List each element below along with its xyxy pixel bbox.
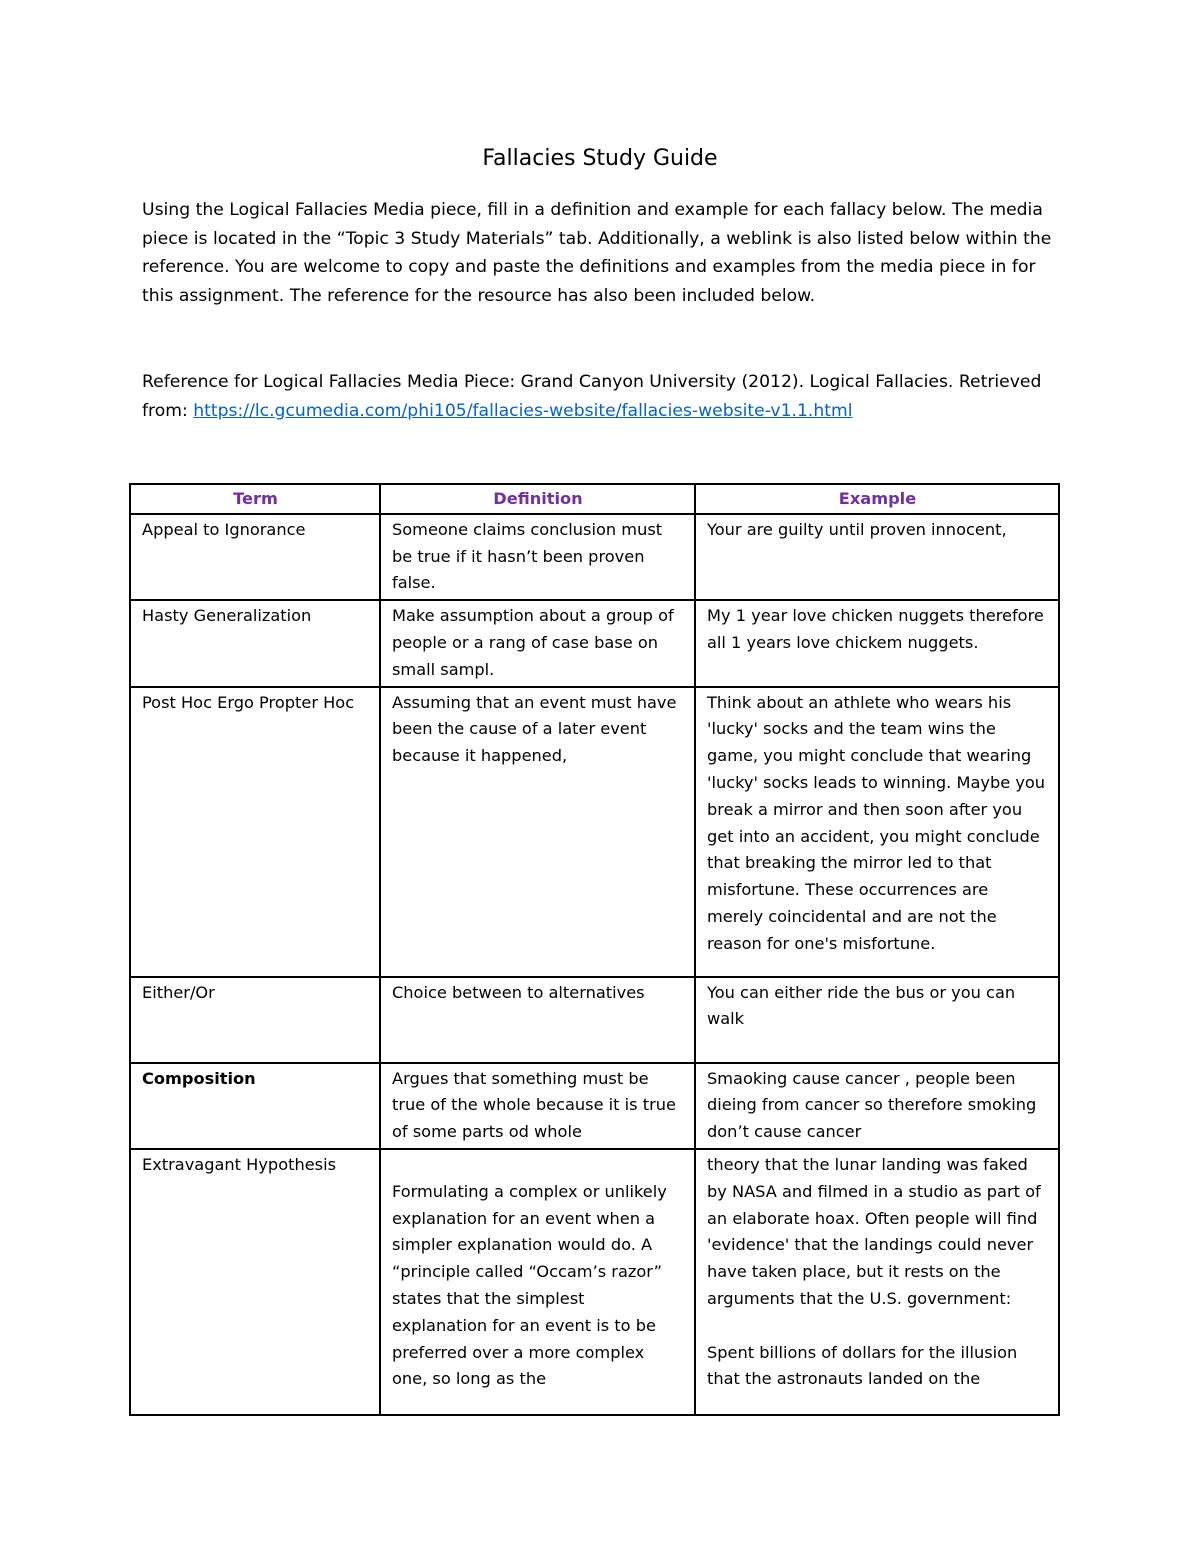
table-row [130, 1063, 1059, 1149]
header-term: Term [130, 484, 380, 514]
example-cell [695, 1149, 1059, 1415]
example-cell: Your are guilty until proven innocent, [695, 514, 1059, 600]
reference-paragraph [142, 368, 1058, 425]
example-cell: My 1 year love chicken nuggets therefore all 1 years love chickem nuggets. [695, 600, 1059, 686]
table-row [130, 977, 1059, 1063]
example-cell: Think about an athlete who wears his 'lucky' socks and the team wins the game, you might conclude that wearing 'lucky' socks leads to winning. Maybe you break a mirror and then soon after you get into an accident, you might conclude that breaking the mirror led to that misfortune. These occurrences are merely coincidental and are not the reason for one's misfortune. [695, 687, 1059, 977]
header-example: Example [695, 484, 1059, 514]
header-definition: Definition [380, 484, 695, 514]
term-cell: Post Hoc Ergo Propter Hoc [130, 687, 380, 977]
reference-link[interactable]: https://lc.gcumedia.com/phi105/fallacies-website/fallacies-website-v1.1.html [193, 400, 853, 421]
table-row [130, 1149, 1059, 1415]
definition-cell: Make assumption about a group of people or a rang of case base on small sampl. [380, 600, 695, 686]
example-paragraph-2: Spent billions of dollars for the illusion that the astronauts landed on the [707, 1342, 1018, 1389]
example-cell: You can either ride the bus or you can walk [695, 977, 1059, 1063]
blank-line [392, 1152, 684, 1179]
table-row [130, 687, 1059, 977]
example-paragraph-1: theory that the lunar landing was faked by NASA and filmed in a studio as part of an elaborate hoax. Often people will find 'evidence' that the landings could never have taken place, but it rests on the arguments that the U.S. government: [707, 1154, 1041, 1308]
intro-paragraph: Using the Logical Fallacies Media piece, fill in a definition and example for each fallacy below. The media piece is located in the “Topic 3 Study Materials” tab. Additionally, a weblink is also listed below within the reference. You are welcome to copy and paste the definitions and examples from the media piece in for this assignment. The reference for the resource has also been included below. [142, 200, 1052, 306]
page-title: Fallacies Study Guide [482, 146, 718, 171]
definition-cell: Choice between to alternatives [380, 977, 695, 1063]
term-cell: Appeal to Ignorance [130, 514, 380, 600]
reference-text: Reference for Logical Fallacies Media Piece: Grand Canyon University (2012). Logical Fallacies. Retrieved from: [142, 372, 1042, 421]
definition-cell [380, 1149, 695, 1415]
definition-cell: Argues that something must be true of the whole because it is true of some parts od whole [380, 1063, 695, 1149]
table-row [130, 600, 1059, 686]
definition-cell: Assuming that an event must have been the cause of a later event because it happened, [380, 687, 695, 977]
term-cell: Either/Or [130, 977, 380, 1063]
example-cell: Smaoking cause cancer , people been dieing from cancer so therefore smoking don’t cause cancer [695, 1063, 1059, 1149]
term-cell: Extravagant Hypothesis [130, 1149, 380, 1415]
table-row [130, 514, 1059, 600]
fallacies-table [129, 483, 1060, 1416]
definition-text: Formulating a complex or unlikely explanation for an event when a simpler explanation would do. A “principle called “Occam’s razor” states that the simplest explanation for an event is to be preferred over a more complex one, so long as the [392, 1181, 667, 1389]
table-header-row [130, 484, 1059, 514]
blank-line [707, 1313, 1048, 1340]
term-cell: Hasty Generalization [130, 600, 380, 686]
term-cell: Composition [130, 1063, 380, 1149]
definition-cell: Someone claims conclusion must be true if it hasn’t been proven false. [380, 514, 695, 600]
